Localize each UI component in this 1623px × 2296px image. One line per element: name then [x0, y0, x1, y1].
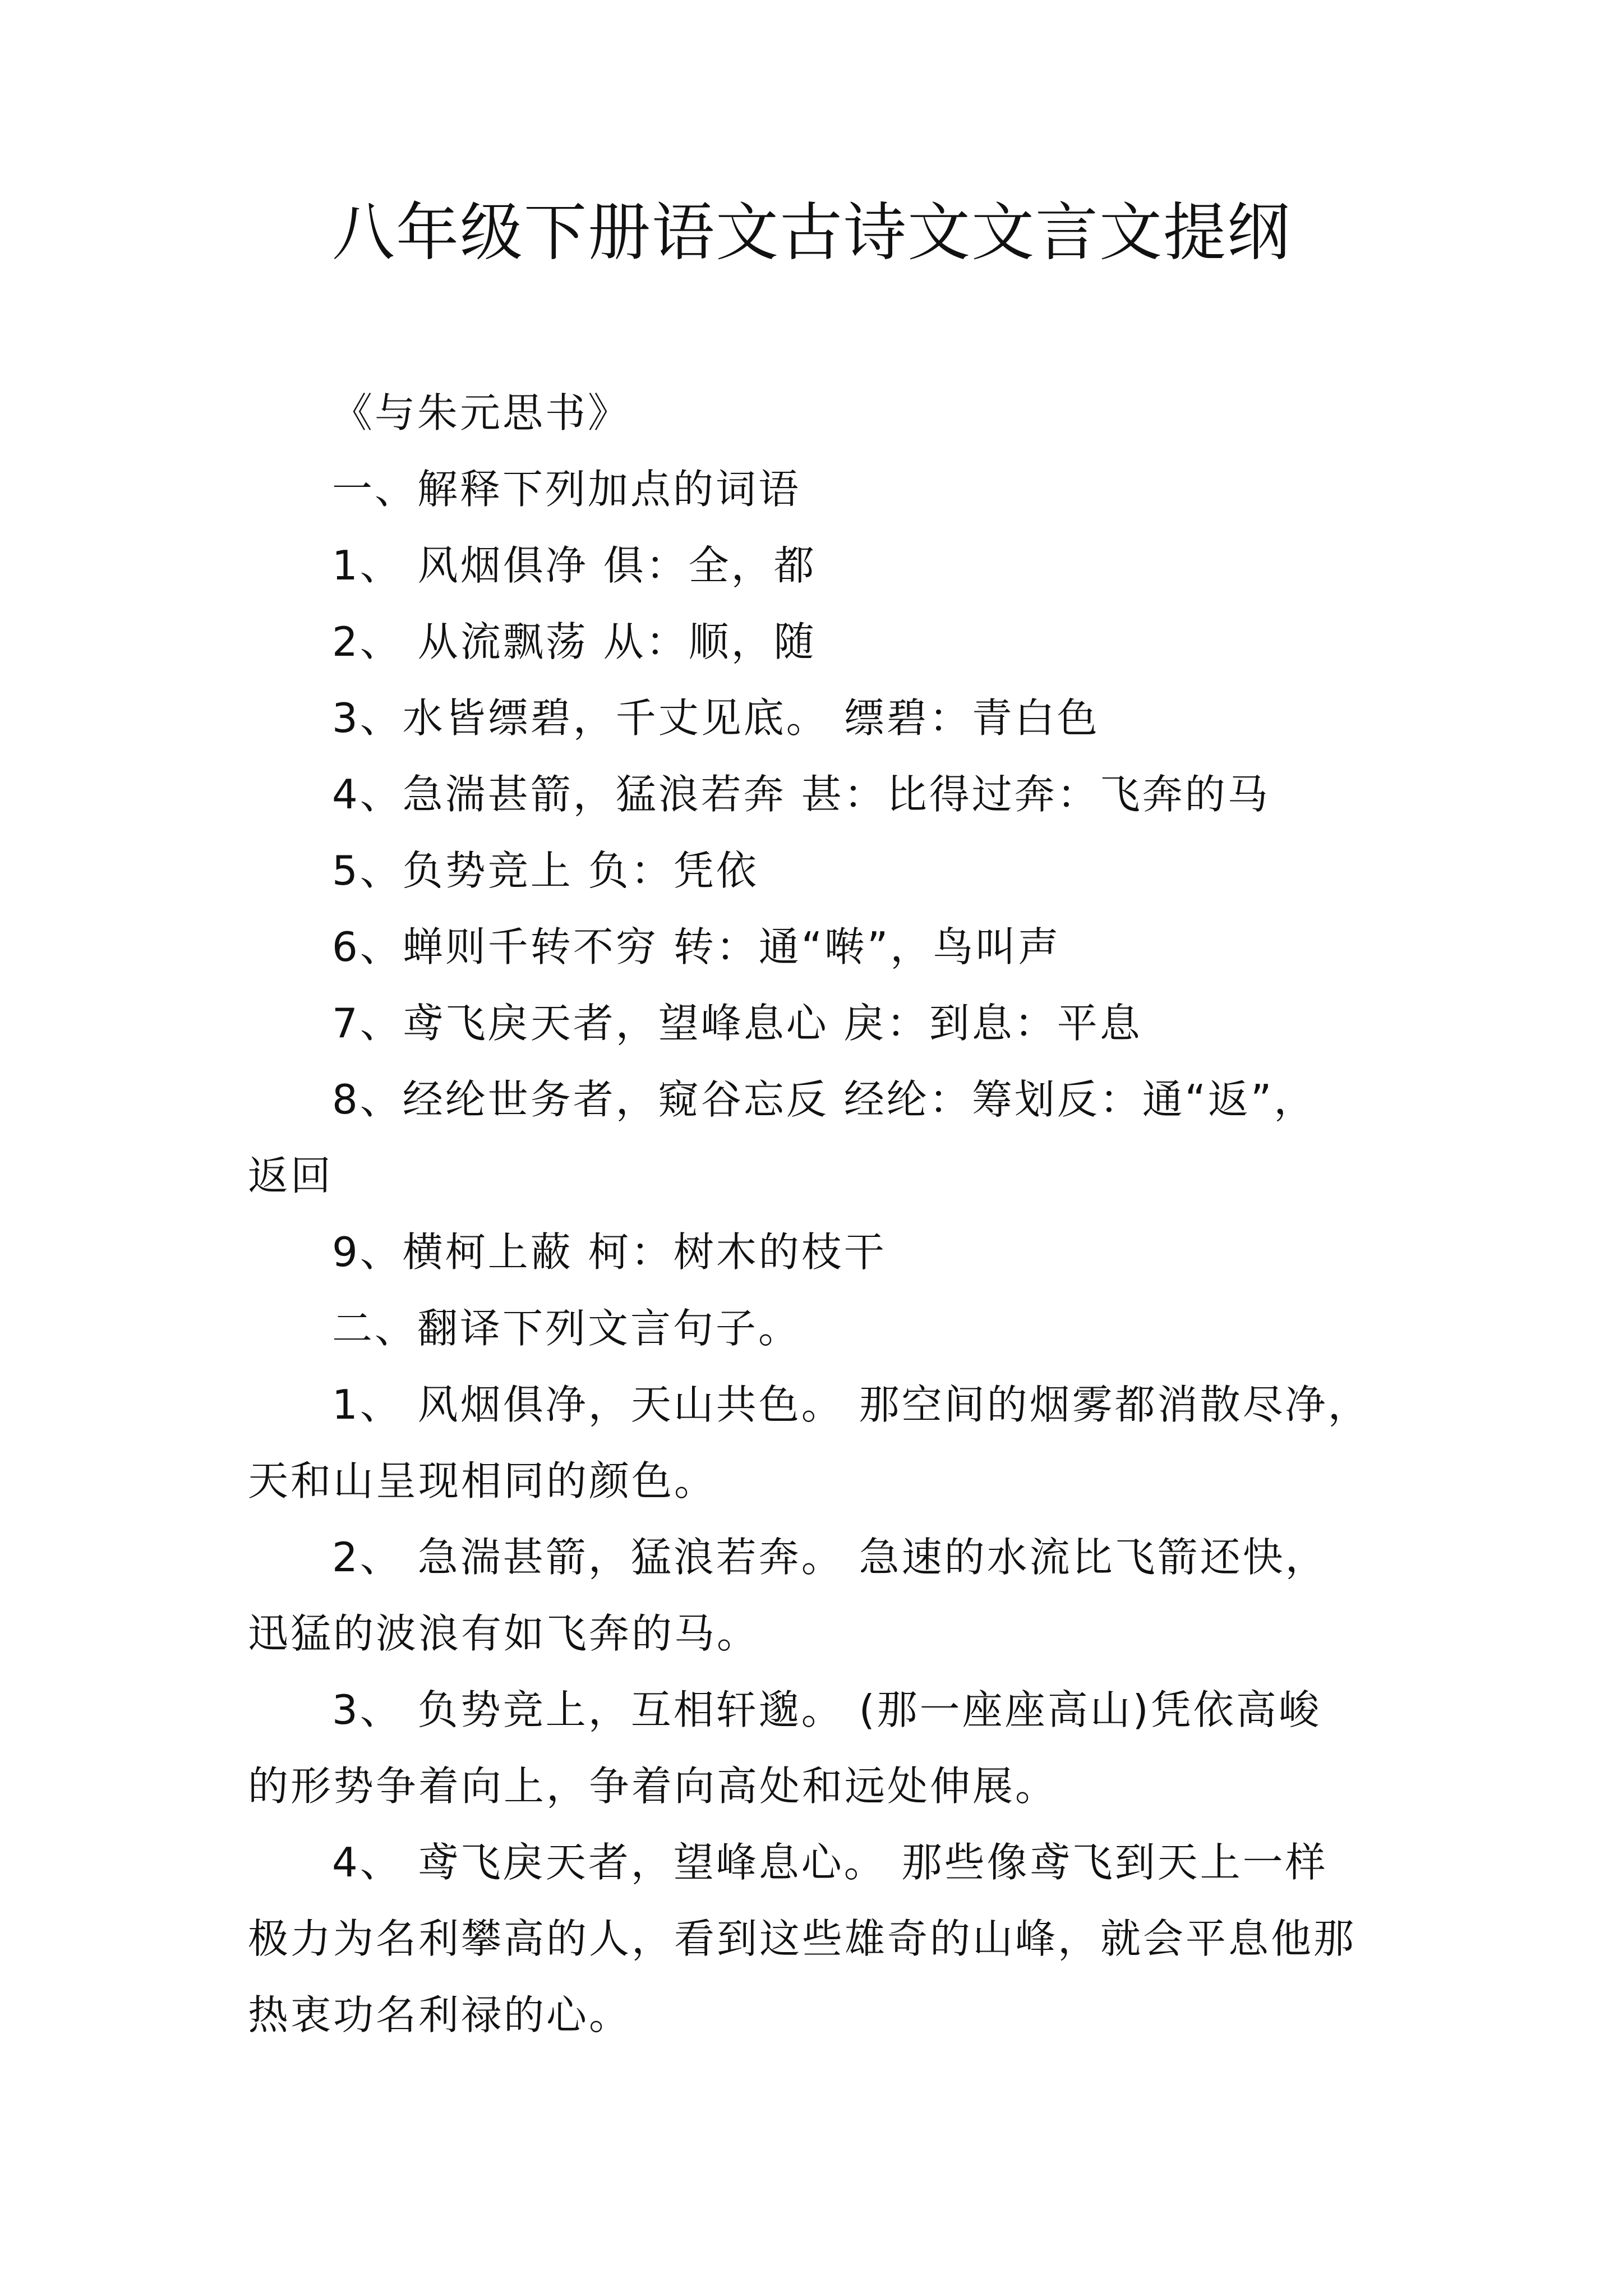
- text-line: 极力为名利攀高的人，看到这些雄奇的山峰，就会平息他那: [248, 1915, 1357, 1962]
- document-body: [248, 375, 1392, 2053]
- text-line: 8、经纶世务者，窥谷忘反 经纶：筹划反：通“返”，: [332, 1076, 1317, 1123]
- text-line: 4、急湍甚箭，猛浪若奔 甚：比得过奔：飞奔的马: [332, 771, 1270, 818]
- text-line: 1、 风烟俱净，天山共色。 那空间的烟雾都消散尽净，: [332, 1381, 1371, 1428]
- text-line: 天和山呈现相同的颜色。: [248, 1457, 717, 1504]
- text-line: 2、 急湍甚箭，猛浪若奔。 急速的水流比飞箭还快，: [332, 1534, 1328, 1581]
- text-line: 二、翻译下列文言句子。: [332, 1305, 801, 1352]
- text-line: 3、水皆缥碧，千丈见底。 缥碧：青白色: [332, 694, 1100, 742]
- text-line: 《与朱元思书》: [332, 389, 631, 436]
- text-line: 6、蝉则千转不穷 转：通“啭”，鸟叫声: [332, 923, 1061, 970]
- text-line: 一、解释下列加点的词语: [332, 466, 801, 513]
- text-line: 3、 负势竞上，互相轩邈。 (那一座座高山)凭依高峻: [332, 1686, 1321, 1733]
- text-line: 返回: [248, 1152, 334, 1199]
- text-line: 1、 风烟俱净 俱：全，都: [332, 542, 817, 589]
- text-line: 5、负势竞上 负：凭依: [332, 847, 759, 894]
- text-line: 2、 从流飘荡 从：顺，随: [332, 618, 817, 665]
- text-line: 热衷功名利禄的心。: [248, 1991, 632, 2039]
- text-line: 迅猛的波浪有如飞奔的马。: [248, 1610, 760, 1657]
- text-line: 9、横柯上蔽 柯：树木的枝干: [332, 1228, 887, 1276]
- text-line: 的形势争着向上，争着向高处和远处伸展。: [248, 1763, 1058, 1810]
- document-title: 八年级下册语文古诗文文言文提纲: [332, 196, 1291, 269]
- text-line: 4、 鸢飞戾天者，望峰息心。 那些像鸢飞到天上一样: [332, 1839, 1328, 1886]
- text-line: 7、鸢飞戾天者，望峰息心 戾：到息：平息: [332, 1000, 1142, 1047]
